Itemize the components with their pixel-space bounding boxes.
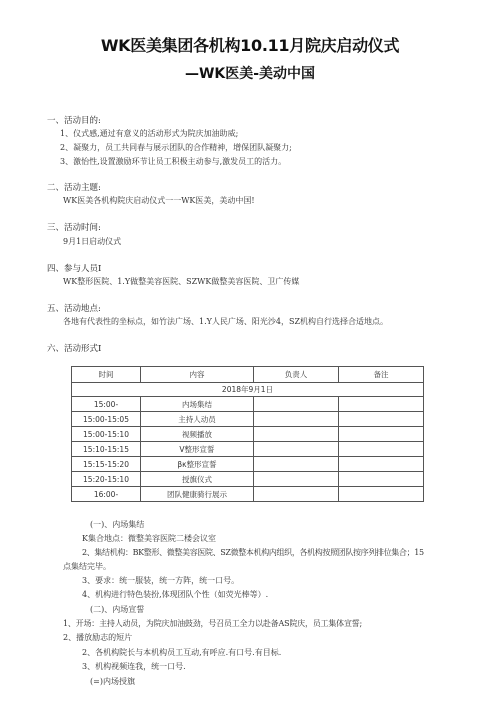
table-row bbox=[72, 487, 424, 502]
row-time: 15:00-15:05 bbox=[72, 412, 141, 427]
table-row bbox=[72, 412, 424, 427]
location-text: 各地有代表性的坐标点，如竹法广场、1.Y人民广场、阳光沙4，SZ机构自行选择合适地点。 bbox=[63, 317, 389, 326]
detail-line: 1、开场：主持人动员，为院庆加油鼓劲，号召员工全力以赴备AS院庆，员工集体宣誓; bbox=[63, 619, 363, 628]
row-note bbox=[339, 472, 424, 487]
row-note bbox=[339, 397, 424, 412]
section-heading-format: 六、活动形式I bbox=[47, 344, 102, 354]
detail-heading-oath: (二)、内场宣誓 bbox=[90, 605, 145, 614]
purpose-item: 2、凝聚力，员工共同春与展示团队的合作精神，增保团队凝聚力; bbox=[60, 143, 292, 152]
section-heading-theme: 二、活动主题: bbox=[47, 183, 101, 193]
page-subtitle: —WK医美-美动中国 bbox=[184, 66, 316, 82]
row-note bbox=[339, 442, 424, 457]
schedule-table bbox=[71, 366, 424, 502]
row-note bbox=[339, 427, 424, 442]
table-header-row bbox=[72, 367, 424, 383]
row-content: 视频播放 bbox=[141, 427, 254, 442]
theme-text: WK医美各机构院庆启动仪式一一WK医美，美动中国! bbox=[63, 196, 255, 205]
row-note bbox=[339, 457, 424, 472]
column-header-time: 时间 bbox=[72, 367, 141, 383]
section-heading-time: 三、活动时间: bbox=[47, 223, 101, 233]
row-owner bbox=[254, 457, 339, 472]
column-header-note: 备注 bbox=[339, 367, 424, 383]
detail-heading-gather: (一)、内场集结 bbox=[90, 520, 145, 529]
row-content: 主持人动员 bbox=[141, 412, 254, 427]
table-date-row bbox=[72, 383, 424, 397]
purpose-item: 3、激怡性,设置激励环节让员工积极主动参与,激发员工的活力。 bbox=[60, 157, 287, 166]
row-owner bbox=[254, 442, 339, 457]
row-content: 内场集结 bbox=[141, 397, 254, 412]
page-title: WK医美集团各机构10.11月院庆启动仪式 bbox=[100, 36, 400, 55]
table-row bbox=[72, 457, 424, 472]
detail-heading-flag: (=)内场授旗 bbox=[90, 677, 135, 686]
detail-line: 点集结完毕。 bbox=[63, 562, 111, 571]
row-note bbox=[339, 412, 424, 427]
row-content: βκ整形宣誓 bbox=[141, 457, 254, 472]
row-time: 16:00- bbox=[72, 487, 141, 502]
column-header-content: 内容 bbox=[141, 367, 254, 383]
participants-text: WK整形医院、1.Y做整美容医院、SZWK做整美容医院、卫广传媒 bbox=[63, 277, 300, 286]
detail-line: 2、各机构院长与本机构员工互动,有呼应.有口号.有目标. bbox=[82, 648, 282, 657]
row-time: 15:20-15:10 bbox=[72, 472, 141, 487]
detail-line: 2、集结机构：BK整形、微整美容医院、SZ微整本机构内组织，各机构按照团队按序列排位集合；15 bbox=[82, 548, 424, 557]
purpose-item: 1、仪式感,通过有意义的活动形式为院庆加油助威; bbox=[60, 129, 239, 138]
detail-line: 3、机构视频连我，统一口号. bbox=[82, 662, 186, 671]
row-content: 团队健康骑行展示 bbox=[141, 487, 254, 502]
schedule-date: 2018年9月1日 bbox=[72, 383, 424, 397]
detail-line: 3、要求：统一服装，统一方阵，统一口号。 bbox=[82, 576, 240, 585]
row-owner bbox=[254, 472, 339, 487]
row-owner bbox=[254, 487, 339, 502]
section-heading-location: 五、活动地点: bbox=[47, 304, 101, 314]
table-row bbox=[72, 397, 424, 412]
row-owner bbox=[254, 427, 339, 442]
row-note bbox=[339, 487, 424, 502]
detail-line: 4、机构进行特色装扮,体现团队个性（如荧光棒等）. bbox=[82, 590, 269, 599]
row-content: 授旗仪式 bbox=[141, 472, 254, 487]
row-time: 15:00- bbox=[72, 397, 141, 412]
row-time: 15:15-15:20 bbox=[72, 457, 141, 472]
section-heading-participants: 四、参与人员I bbox=[47, 264, 102, 274]
row-time: 15:10-15:15 bbox=[72, 442, 141, 457]
detail-line: K集合地点：微整美容医院二楼会议室 bbox=[82, 534, 216, 543]
row-owner bbox=[254, 412, 339, 427]
time-text: 9月1日启动仪式 bbox=[63, 237, 122, 246]
table-row bbox=[72, 442, 424, 457]
table-row bbox=[72, 472, 424, 487]
column-header-owner: 负责人 bbox=[254, 367, 339, 383]
section-heading-purpose: 一、活动目的: bbox=[47, 116, 101, 126]
row-owner bbox=[254, 397, 339, 412]
row-time: 15:00-15:10 bbox=[72, 427, 141, 442]
detail-line: 2、播放励志的短片 bbox=[63, 633, 133, 642]
table-row bbox=[72, 427, 424, 442]
row-content: V整形宣誓 bbox=[141, 442, 254, 457]
